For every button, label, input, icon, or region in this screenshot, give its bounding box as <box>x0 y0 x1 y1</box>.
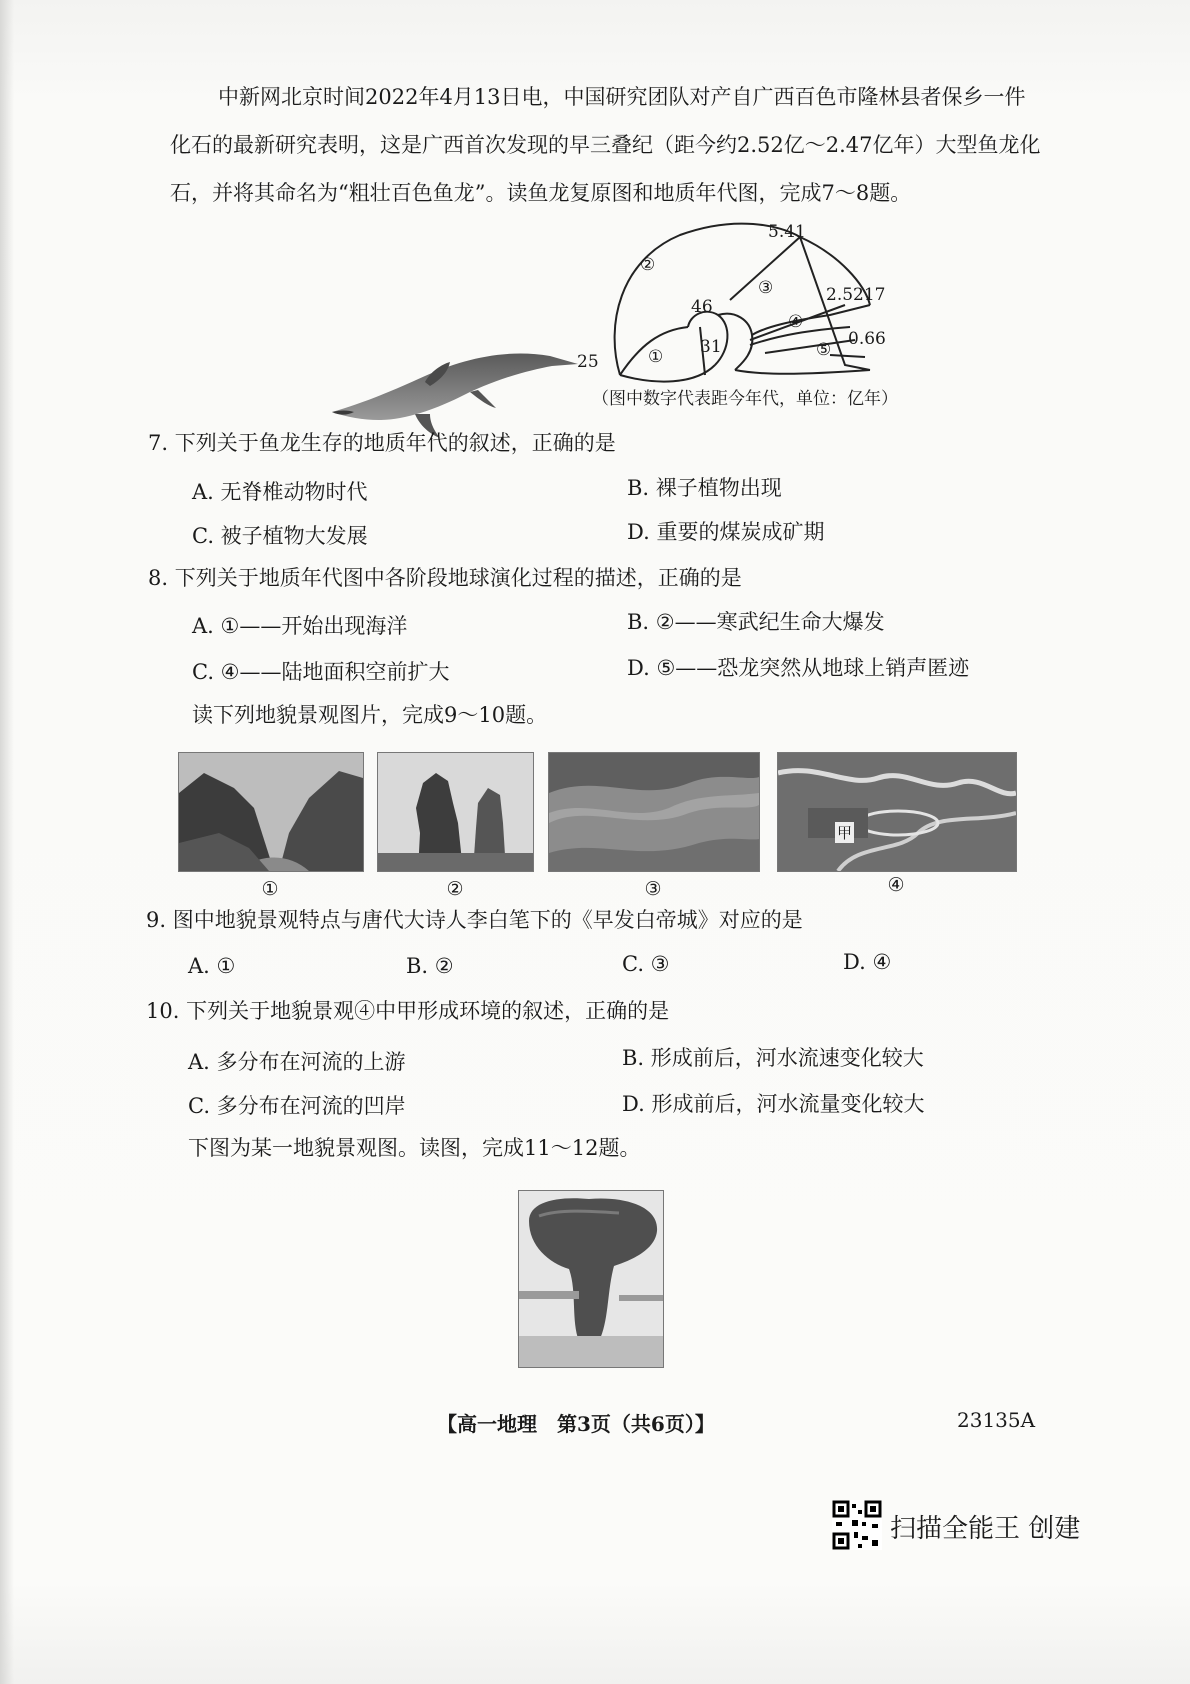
q9-option-d[interactable]: D. ④ <box>843 950 892 974</box>
age-label-31: 31 <box>700 337 722 357</box>
photo-label-1: ① <box>261 878 279 900</box>
q7-option-b[interactable]: B. 裸子植物出现 <box>627 476 782 500</box>
landform-photo-gorge <box>178 752 364 872</box>
q8-option-a[interactable]: A. ①——开始出现海洋 <box>192 614 408 638</box>
photo4-label-jia: 甲 <box>837 824 853 842</box>
photo-label-3: ③ <box>644 878 662 900</box>
landform-photo-yardang <box>377 752 534 872</box>
intro-line-1: 中新网北京时间2022年4月13日电，中国研究团队对产自广西百色市隆林县者保乡一件 <box>218 85 1026 109</box>
intro-line-3: 石，并将其命名为“粗壮百色鱼龙”。读鱼龙复原图和地质年代图，完成7～8题。 <box>170 181 912 205</box>
landform-photo-sand-dunes <box>548 752 760 872</box>
age-label-25217: 2.5217 <box>826 285 886 305</box>
diagram-caption: （图中数字代表距今年代，单位：亿年） <box>592 389 898 409</box>
photo-label-2: ② <box>446 878 464 900</box>
q8-option-b[interactable]: B. ②——寒武纪生命大爆发 <box>627 610 885 634</box>
landform-photo-meandering-river <box>777 752 1017 872</box>
lead-q11-12: 下图为某一地貌景观图。读图，完成11～12题。 <box>188 1136 641 1160</box>
exam-code: 23135A <box>957 1408 1036 1432</box>
period-label-3: ③ <box>758 278 774 298</box>
qr-code-icon <box>832 1500 882 1550</box>
q8-stem: 8. 下列关于地质年代图中各阶段地球演化过程的描述，正确的是 <box>148 566 742 590</box>
age-label-25: 25 <box>577 352 599 372</box>
page-footer: 【高一地理 第3页（共6页）】 <box>437 1412 715 1436</box>
q9-option-c[interactable]: C. ③ <box>622 952 670 976</box>
period-label-1: ① <box>648 347 664 367</box>
q7-option-c[interactable]: C. 被子植物大发展 <box>192 524 368 548</box>
q10-option-d[interactable]: D. 形成前后，河水流量变化较大 <box>622 1092 925 1116</box>
q9-option-a[interactable]: A. ① <box>188 954 236 978</box>
landform-photo-mushroom-rock <box>518 1190 664 1368</box>
q7-option-a[interactable]: A. 无脊椎动物时代 <box>192 480 368 504</box>
period-label-2: ② <box>640 255 656 275</box>
q8-option-c[interactable]: C. ④——陆地面积空前扩大 <box>192 660 450 684</box>
q7-option-d[interactable]: D. 重要的煤炭成矿期 <box>627 520 825 544</box>
q10-option-b[interactable]: B. 形成前后，河水流速变化较大 <box>622 1046 924 1070</box>
ichthyosaur-illustration <box>330 320 580 440</box>
q10-option-a[interactable]: A. 多分布在河流的上游 <box>188 1050 406 1074</box>
q9-option-b[interactable]: B. ② <box>406 954 454 978</box>
age-label-541: 5.41 <box>768 222 806 242</box>
q10-stem: 10. 下列关于地貌景观④中甲形成环境的叙述，正确的是 <box>146 999 670 1023</box>
age-label-46: 46 <box>691 297 713 317</box>
q8-option-d[interactable]: D. ⑤——恐龙突然从地球上销声匿迹 <box>627 656 970 680</box>
intro-line-2: 化石的最新研究表明，这是广西首次发现的早三叠纪（距今约2.52亿～2.47亿年）大型鱼龙化 <box>170 133 1041 157</box>
q7-stem: 7. 下列关于鱼龙生存的地质年代的叙述，正确的是 <box>148 431 616 455</box>
q9-stem: 9. 图中地貌景观特点与唐代大诗人李白笔下的《早发白帝城》对应的是 <box>146 908 803 932</box>
scanner-watermark: 扫描全能王 创建 <box>890 1514 1081 1544</box>
lead-q9-10: 读下列地貌景观图片，完成9～10题。 <box>192 703 548 727</box>
q10-option-c[interactable]: C. 多分布在河流的凹岸 <box>188 1094 406 1118</box>
period-label-5: ⑤ <box>816 340 832 360</box>
age-label-066: 0.66 <box>848 329 886 349</box>
scan-edge-shadow <box>0 0 14 1684</box>
period-label-4: ④ <box>788 312 804 332</box>
photo-label-4: ④ <box>887 874 905 896</box>
